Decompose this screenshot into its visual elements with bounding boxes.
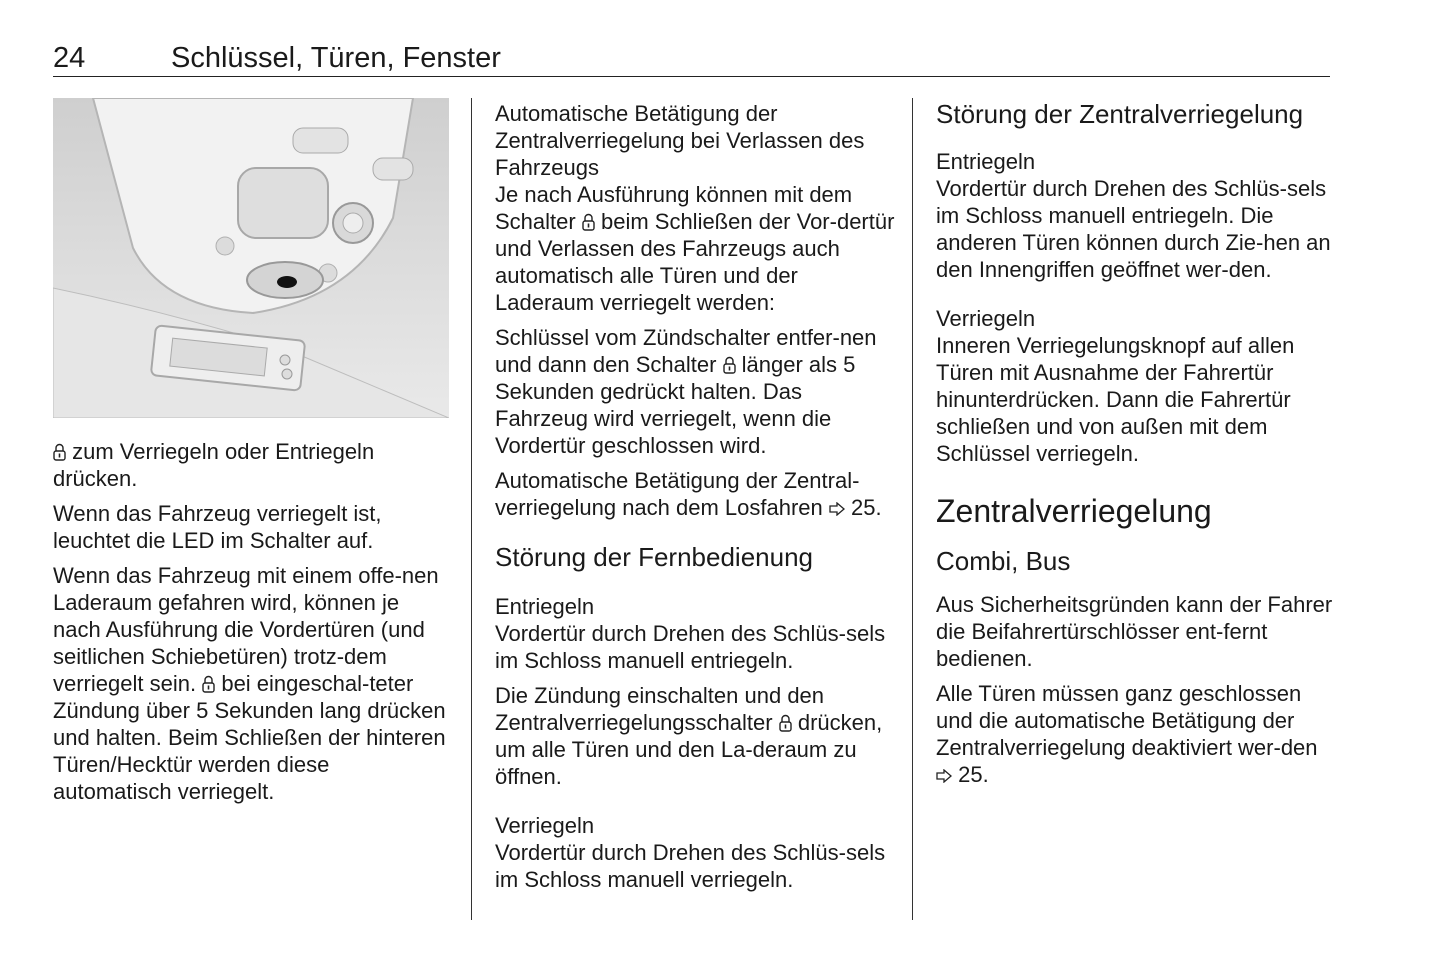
page-number: 24 — [53, 42, 86, 74]
section-heading: Combi, Bus — [936, 546, 1071, 576]
text: Wenn das Fahrzeug mit einem offe-nen Laderaum gefahren wird, können je nach Ausführung die Vordertüren (und seitlichen Schiebetüren) trotz-dem verriegelt sein. — [53, 563, 439, 696]
page-reference[interactable]: 25. — [851, 495, 882, 520]
text: beim Schließen der Vor-dertür und Verlassen des Fahrzeugs auch automatisch alle Türen und der Laderaum verriegelt werden: — [495, 209, 895, 315]
lock-switch-icon — [779, 714, 792, 732]
text: bei eingeschal-teter Zündung über 5 Sekunden lang drücken und halten. Beim Schließen der hinteren Türen/Hecktür werden diese automatisch verriegelt. — [53, 671, 446, 804]
section-subheading: Verriegeln — [495, 813, 595, 838]
paragraph: Vordertür durch Drehen des Schlüs-sels im Schloss manuell entriegeln. — [495, 621, 886, 673]
text: Schlüssel vom Zündschalter entfer-nen und dann den Schalter — [495, 325, 877, 377]
section-heading: Störung der Fernbedienung — [495, 542, 814, 572]
paragraph — [495, 324, 895, 459]
paragraph: Aus Sicherheitsgründen kann der Fahrer die Beifahrertürschlösser ent-fernt bedienen. — [936, 592, 1333, 671]
text: Je nach Ausführung können mit dem Schalter — [495, 182, 853, 234]
section-subheading: Automatische Betätigung der Zentralverriegelung bei Verlassen des Fahrzeugs — [495, 101, 865, 180]
text: zum Verriegeln oder Entriegeln drücken. — [53, 439, 375, 491]
section-heading: Störung der Zentralverriegelung — [936, 99, 1304, 129]
text: Automatische Betätigung der Zentral-verriegelung nach dem Losfahren — [495, 468, 860, 520]
column-divider — [471, 98, 472, 920]
page-reference-arrow-icon — [829, 502, 845, 516]
paragraph — [495, 467, 895, 521]
lock-switch-icon — [582, 213, 595, 231]
column-3 — [936, 98, 1336, 796]
section-subheading: Entriegeln — [936, 149, 1036, 174]
paragraph: Vordertür durch Drehen des Schlüs-sels im Schloss manuell verriegeln. — [495, 840, 886, 892]
column-2 — [495, 98, 895, 901]
paragraph — [495, 181, 895, 316]
lock-switch-icon — [202, 675, 215, 693]
column-1 — [53, 98, 449, 813]
paragraph — [495, 682, 895, 790]
paragraph: Inneren Verriegelungsknopf auf allen Türen mit Ausnahme der Fahrertür hinunterdrücken. Dann die Fahrertür schließen und von außen mit dem Schlüssel verriegeln. — [936, 333, 1295, 466]
text: Die Zündung einschalten und den Zentralverriegelungsschalter — [495, 683, 825, 735]
page-header — [53, 40, 1330, 76]
overhead-console-illustration — [53, 98, 449, 418]
paragraph — [53, 562, 449, 805]
paragraph: Vordertür durch Drehen des Schlüs-sels im Schloss manuell entriegeln. Die anderen Türen können durch Zie-hen an den Innengriffen geöffnet wer-den. — [936, 176, 1331, 282]
text: Alle Türen müssen ganz geschlossen und die automatische Betätigung der Zentralverriegelung deaktiviert wer-den — [936, 681, 1318, 760]
lock-switch-icon — [53, 443, 66, 461]
page-reference-arrow-icon — [936, 769, 952, 783]
section-subheading: Verriegeln — [936, 306, 1036, 331]
text: länger als 5 Sekunden gedrückt halten. Das Fahrzeug wird verriegelt, wenn die Vordertür geschlossen wird. — [495, 352, 856, 458]
header-rule — [53, 76, 1330, 77]
page-reference[interactable]: 25. — [958, 762, 989, 787]
lock-switch-icon — [723, 356, 736, 374]
chapter-section-heading: Zentralverriegelung — [936, 493, 1212, 529]
paragraph — [53, 438, 449, 492]
paragraph — [936, 680, 1336, 788]
text: drücken, um alle Türen und den La-deraum zu öffnen. — [495, 710, 883, 789]
column-divider — [912, 98, 913, 920]
chapter-title: Schlüssel, Türen, Fenster — [171, 42, 501, 74]
paragraph: Wenn das Fahrzeug verriegelt ist, leuchtet die LED im Schalter auf. — [53, 501, 382, 553]
section-subheading: Entriegeln — [495, 594, 595, 619]
